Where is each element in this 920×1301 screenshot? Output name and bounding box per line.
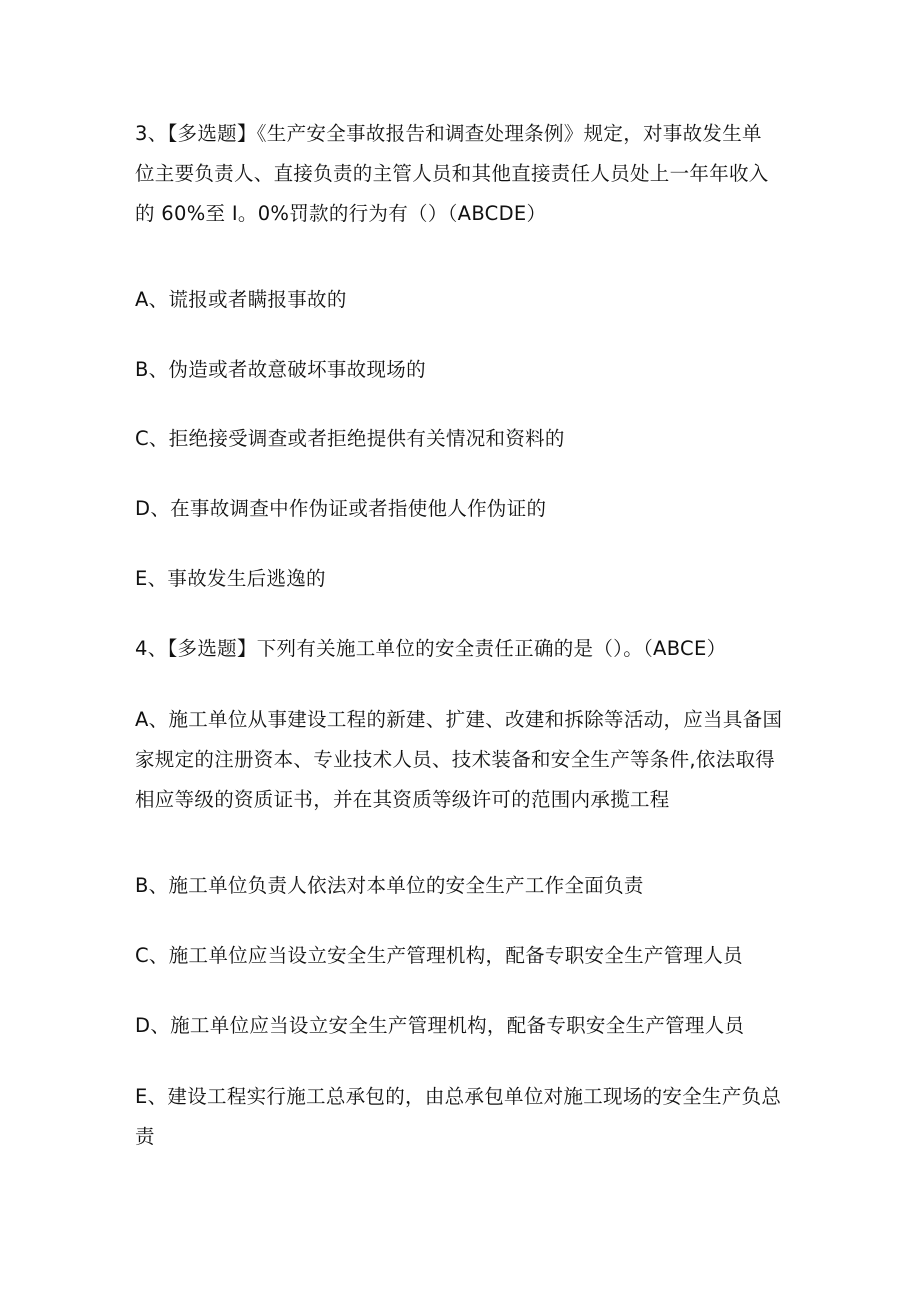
option-text: B、施工单位负责人依法对本单位的安全生产工作全面负责 (135, 874, 644, 897)
question-4-option-a (135, 700, 790, 820)
option-text: C、拒绝接受调查或者拒绝提供有关情况和资料的 (135, 427, 565, 450)
option-text-line-2: 家规定的注册资本、专业技术人员、技术装备和安全生产等条件,依法取得 (135, 748, 776, 771)
option-text-line-2: 责 (135, 1125, 155, 1148)
question-4-option-c (135, 936, 790, 976)
option-text: A、谎报或者瞒报事故的 (135, 288, 347, 311)
option-text: D、在事故调查中作伪证或者指使他人作伪证的 (135, 497, 547, 520)
question-3-stem (135, 114, 790, 234)
question-4-option-d (135, 1006, 790, 1046)
option-text: C、施工单位应当设立安全生产管理机构，配备专职安全生产管理人员 (135, 944, 743, 967)
question-3-stem-line-3: 的 60%至 I。0%罚款的行为有（）（ABCDE） (135, 202, 547, 225)
question-3-option-d (135, 489, 790, 529)
question-4-stem-line-1: 4、【多选题】下列有关施工单位的安全责任正确的是（）。（ABCE） (135, 637, 727, 660)
option-text-line-1: A、施工单位从事建设工程的新建、扩建、改建和拆除等活动，应当具备国 (135, 708, 783, 731)
question-3-option-c (135, 419, 790, 459)
option-text: E、事故发生后逃逸的 (135, 567, 326, 590)
question-3-stem-line-1: 3、【多选题】《生产安全事故报告和调查处理条例》规定，对事故发生单 (135, 122, 762, 145)
option-text-line-3: 相应等级的资质证书，并在其资质等级许可的范围内承揽工程 (135, 788, 670, 811)
question-3-option-b (135, 350, 790, 390)
question-4-stem (135, 629, 790, 669)
question-4-option-e (135, 1077, 790, 1157)
option-text: B、伪造或者故意破坏事故现场的 (135, 358, 426, 381)
question-4-option-b (135, 866, 790, 906)
question-3-option-a (135, 280, 790, 320)
option-text: D、施工单位应当设立安全生产管理机构，配备专职安全生产管理人员 (135, 1014, 745, 1037)
question-3-stem-line-2: 位主要负责人、直接负责的主管人员和其他直接责任人员处上一年年收入 (135, 162, 769, 185)
option-text-line-1: E、建设工程实行施工总承包的，由总承包单位对施工现场的安全生产负总 (135, 1085, 782, 1108)
question-3-option-e (135, 559, 790, 599)
